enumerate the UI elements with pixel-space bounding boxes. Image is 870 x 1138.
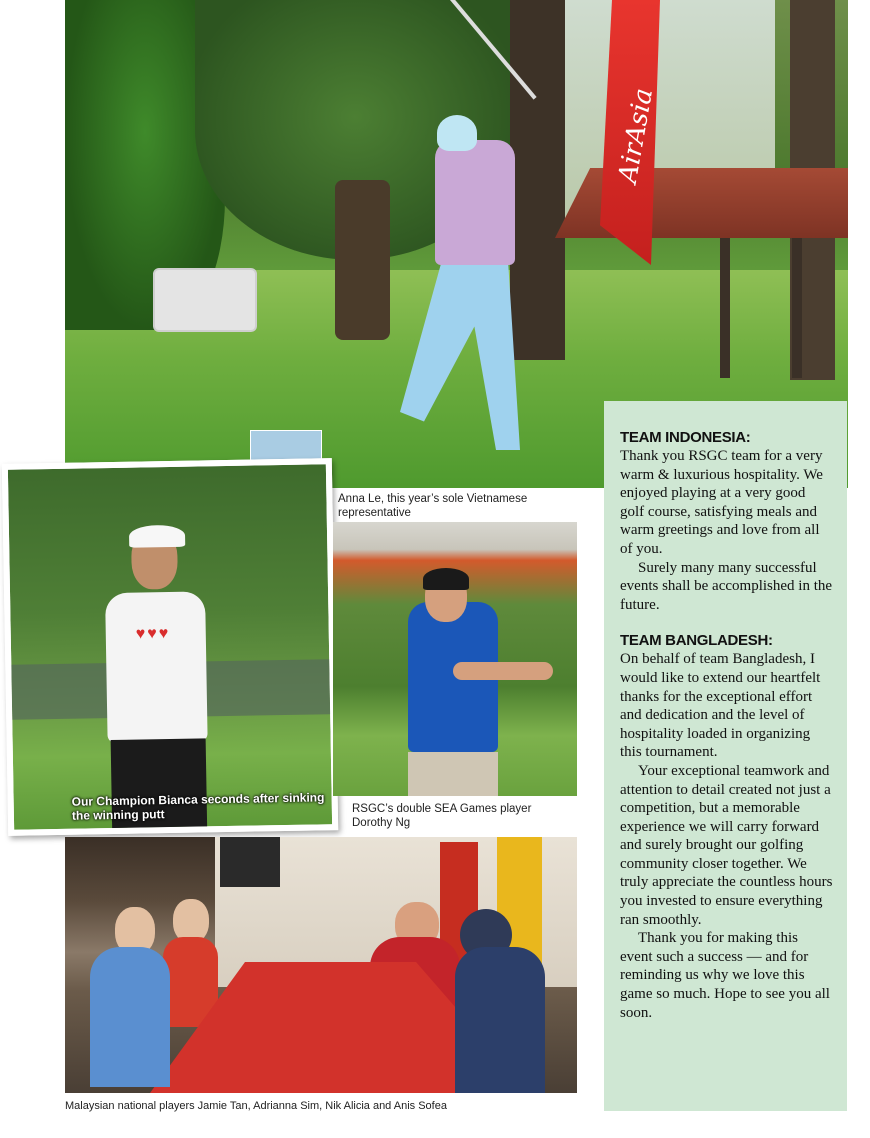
caption-champion: Our Champion Bianca seconds after sinking the winning putt [71,790,325,823]
tee-marker [250,430,322,462]
bangladesh-paragraph-2: Your exceptional teamwork and attention to detail created not just a competition, but a memorable experience we will carry forward and surely brought our golfing community closer together. We truly appreciate the countless hours you invested to ensure everything ran smoothly. [620,762,833,928]
indonesia-paragraph-2: Surely many many successful events shall be accomplished in the future. [620,559,833,613]
indonesia-paragraph-1: Thank you RSGC team for a very warm & luxurious hospitality. We enjoyed playing at a very good golf course, satisfying meals and warm greetings and love from all of you. [620,448,823,557]
caption-dinner: Malaysian national players Jamie Tan, Adrianna Sim, Nik Alicia and Anis Sofea [65,1100,447,1112]
photo-malaysian-players [65,837,577,1093]
golf-cart [153,268,257,332]
photo-champion-bianca: ♥♥♥ Our Champion Bianca seconds after sinking the winning putt [2,458,338,836]
heading-team-bangladesh: TEAM BANGLADESH: [620,632,773,650]
heading-team-indonesia: TEAM INDONESIA: [620,429,751,446]
photo-dorothy-ng [333,522,577,796]
bangladesh-paragraph-3: Thank you for making this event such a success — and for reminding us why we love this game so much. Hope to see you all soon. [620,930,830,1021]
bangladesh-paragraph-1: On behalf of team Bangladesh, I would like to extend our heartfelt thanks for the exceptional effort and dedication and the level of hospitality loaded in organizing this tournament. [620,651,821,761]
caption-anna-le: Anna Le, this year’s sole Vietnamese representative [338,493,528,519]
airasia-flag-text: AirAsia [613,85,660,186]
caption-dorothy: RSGC’s double SEA Games player Dorothy Ng [352,803,532,829]
team-messages-sidebar [604,401,847,1111]
